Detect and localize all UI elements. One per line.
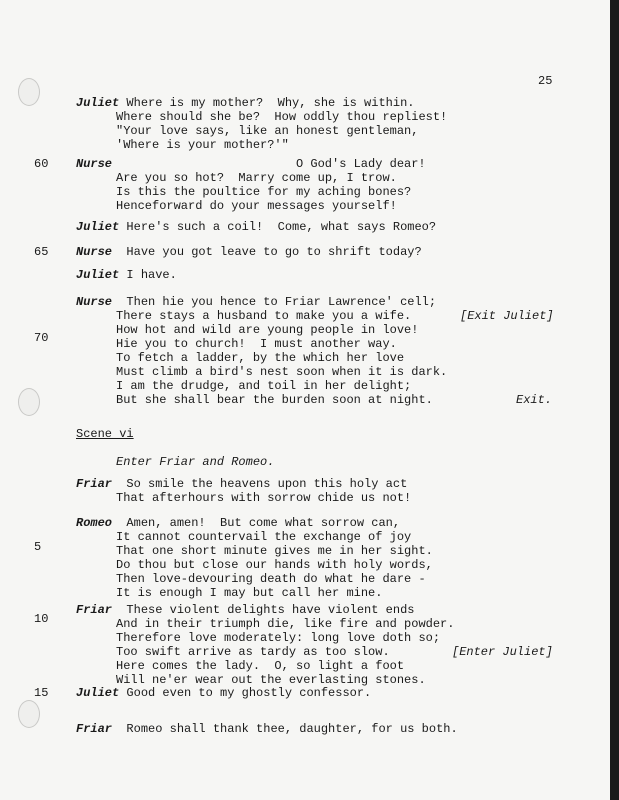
- speech-friar: [76, 722, 458, 736]
- punch-hole: [18, 700, 40, 728]
- dialogue-line: Here's such a coil! Come, what says Romeo?: [126, 220, 437, 234]
- dialogue-line: Therefore love moderately: long love doth so;: [116, 631, 441, 645]
- speech-juliet: [76, 220, 436, 234]
- dialogue-line: "Your love says, like an honest gentleman,: [116, 124, 419, 138]
- dialogue-line: Where should she be? How oddly thou repliest!: [116, 110, 448, 124]
- dialogue-line: That afterhours with sorrow chide us not!: [116, 491, 412, 505]
- speaker-name: Juliet: [76, 96, 120, 110]
- dialogue-line: Good even to my ghostly confessor.: [126, 686, 372, 700]
- dialogue-line: Henceforward do your messages yourself!: [116, 199, 397, 213]
- scene-heading: Scene vi: [76, 427, 134, 441]
- speaker-name: Juliet: [76, 686, 120, 700]
- dialogue-line: It is enough I may but call her mine.: [116, 586, 383, 600]
- dialogue-line: I have.: [126, 268, 177, 282]
- speaker-name: Nurse: [76, 245, 113, 259]
- speech-nurse: [76, 245, 422, 259]
- dialogue-line: Do thou but close our hands with holy words,: [116, 558, 433, 572]
- dialogue-line: Hie you to church! I must another way.: [116, 337, 397, 351]
- dialogue-line: Will ne'er wear out the everlasting stones.: [116, 673, 426, 687]
- speaker-name: Friar: [76, 722, 113, 736]
- speaker-name: Nurse: [76, 295, 113, 309]
- speech-juliet: [76, 268, 177, 282]
- dialogue-line: To fetch a ladder, by the which her love: [116, 351, 405, 365]
- dialogue-line: Are you so hot? Marry come up, I trow.: [116, 171, 397, 185]
- speaker-name: Juliet: [76, 268, 120, 282]
- dialogue-line: Must climb a bird's nest soon when it is dark.: [116, 365, 448, 379]
- line-number: 60: [34, 157, 49, 171]
- speaker-name: Romeo: [76, 516, 113, 530]
- speaker-name: Friar: [76, 603, 113, 617]
- dialogue-line: So smile the heavens upon this holy act: [126, 477, 408, 491]
- dialogue-line: 'Where is your mother?'": [116, 138, 289, 152]
- stage-direction: Enter Friar and Romeo.: [116, 455, 275, 469]
- dialogue-line: There stays a husband to make you a wife.: [116, 309, 412, 323]
- line-number: 15: [34, 686, 49, 700]
- stage-direction-exit: Exit.: [516, 393, 553, 407]
- speaker-name: Nurse: [76, 157, 113, 171]
- line-number: 10: [34, 612, 49, 626]
- page-number: 25: [538, 74, 553, 88]
- punch-hole: [18, 388, 40, 416]
- dialogue-line: These violent delights have violent ends: [126, 603, 415, 617]
- dialogue-line: Romeo shall thank thee, daughter, for us both.: [126, 722, 458, 736]
- line-number: 65: [34, 245, 49, 259]
- dialogue-line: Is this the poultice for my aching bones?: [116, 185, 412, 199]
- speaker-name: Friar: [76, 477, 113, 491]
- dialogue-line: But she shall bear the burden soon at night.: [116, 393, 433, 407]
- dialogue-line: How hot and wild are young people in love!: [116, 323, 419, 337]
- dialogue-line: It cannot countervail the exchange of joy: [116, 530, 412, 544]
- dialogue-line: And in their triumph die, like fire and powder.: [116, 617, 455, 631]
- dialogue-line: Then love-devouring death do what he dare -: [116, 572, 426, 586]
- dialogue-line: Here comes the lady. O, so light a foot: [116, 659, 405, 673]
- dialogue-line: O God's Lady dear!: [296, 157, 426, 171]
- scan-edge: [610, 0, 619, 800]
- dialogue-line: Have you got leave to go to shrift today?: [126, 245, 422, 259]
- speech-juliet: [76, 686, 371, 700]
- dialogue-line: Then hie you hence to Friar Lawrence' cell;: [126, 295, 437, 309]
- dialogue-line: Too swift arrive as tardy as too slow.: [116, 645, 390, 659]
- dialogue-line: I am the drudge, and toil in her delight;: [116, 379, 412, 393]
- speaker-name: Juliet: [76, 220, 120, 234]
- dialogue-line: That one short minute gives me in her sight.: [116, 544, 433, 558]
- stage-direction: [Enter Juliet]: [452, 645, 553, 659]
- stage-direction: [Exit Juliet]: [460, 309, 554, 323]
- dialogue-line: Amen, amen! But come what sorrow can,: [126, 516, 401, 530]
- dialogue-line: Where is my mother? Why, she is within.: [126, 96, 415, 110]
- line-number: 70: [34, 331, 49, 345]
- line-number: 5: [34, 540, 42, 554]
- punch-hole: [18, 78, 40, 106]
